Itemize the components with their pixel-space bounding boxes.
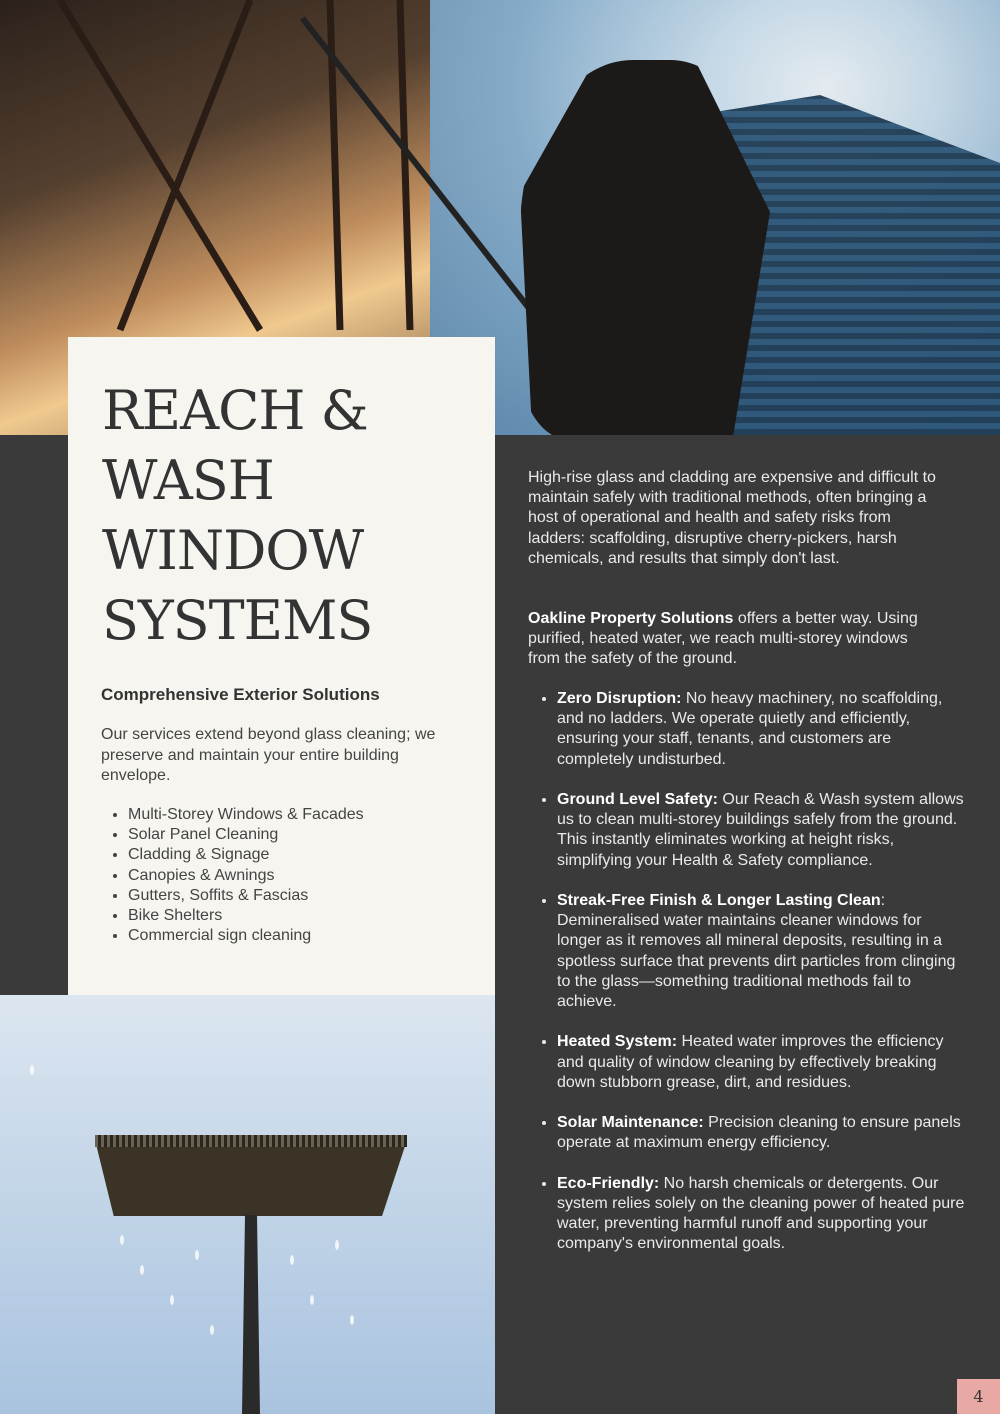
page-title [102, 376, 482, 656]
list-item [557, 1174, 967, 1255]
company-paragraph-text: offers a better way. Using purified, heated water, we reach multi-storey windows from the safety of the ground. [528, 610, 918, 668]
benefit-text: No harsh chemicals or detergents. Our system relies solely on the cleaning power of heated pure water, preventing harmful runoff and supporting your company's environmental goals. [557, 1174, 965, 1253]
page-number: 4 [957, 1379, 1000, 1414]
brush-head [95, 1140, 407, 1216]
water-drop [195, 1250, 199, 1260]
services-list [101, 805, 364, 946]
intro-paragraph: Our services extend beyond glass cleaning; we preserve and maintain your entire building envelope. [101, 726, 436, 784]
water-drop [120, 1235, 124, 1245]
intro-body-paragraph: High-rise glass and cladding are expensive and difficult to maintain safely with traditional methods, often bringing a host of operational and health and safety risks from ladders: scaffolding, disruptive cherry-pickers, harsh chemicals, and results that simply don't last. [528, 469, 936, 567]
list-item [557, 891, 967, 1012]
title-line: WINDOW [102, 519, 364, 582]
benefit-text: Heated water improves the efficiency and quality of window cleaning by effectively breaking down stubborn grease, dirt, and residues. [557, 1033, 944, 1091]
list-item: • Commercial sign cleaning [128, 926, 364, 946]
water-drop [30, 1065, 34, 1075]
water-drop [310, 1295, 314, 1305]
list-item: • Multi-Storey Windows & Facades [128, 805, 364, 825]
benefit-heading: Heated System: [557, 1033, 678, 1051]
benefit-heading: Solar Maintenance: [557, 1114, 704, 1132]
list-item: • Bike Shelters [128, 906, 364, 926]
company-paragraph [528, 609, 938, 670]
list-item: • Solar Panel Cleaning [128, 825, 364, 845]
benefit-heading: Ground Level Safety: [557, 791, 718, 808]
benefit-text: Our Reach & Wash system allows us to clean multi-storey buildings safely from the ground. This instantly eliminates working at height risks, simplifying your Health & Safety compliance. [557, 791, 964, 869]
list-item [557, 790, 967, 871]
title-line: REACH & [102, 379, 368, 442]
brush-photo [0, 995, 495, 1414]
water-drop [210, 1325, 214, 1335]
subheading: Comprehensive Exterior Solutions [101, 685, 380, 704]
water-drop [140, 1265, 144, 1275]
title-line: WASH [102, 449, 274, 512]
water-drop [170, 1295, 174, 1305]
list-item: • Cladding & Signage [128, 845, 364, 865]
water-drop [290, 1255, 294, 1265]
benefit-text: Precision cleaning to ensure panels operate at maximum energy efficiency. [557, 1114, 961, 1152]
benefit-text: No heavy machinery, no scaffolding, and no ladders. We operate quietly and efficiently, ensuring your staff, tenants, and customers are completely undisturbed. [557, 690, 943, 768]
benefit-text: : Demineralised water maintains cleaner windows for longer as it removes all mineral deposits, resulting in a spotless surface that prevents dirt particles from clinging to the glass—something traditional methods fail to achieve. [557, 892, 956, 1011]
benefit-heading: Zero Disruption: [557, 690, 682, 707]
benefit-heading: Streak-Free Finish & Longer Lasting Clean [557, 892, 881, 909]
list-item: • Gutters, Soffits & Fascias [128, 886, 364, 906]
list-item [557, 1032, 967, 1093]
company-name: Oakline Property Solutions [528, 610, 734, 627]
benefits-list [528, 689, 967, 1275]
water-drop [335, 1240, 339, 1250]
brush-pole [236, 1215, 266, 1414]
brush-bristles [95, 1135, 407, 1147]
list-item [557, 1113, 967, 1153]
benefit-heading: Eco-Friendly: [557, 1174, 660, 1192]
title-line: SYSTEMS [102, 589, 373, 652]
water-drop [350, 1315, 354, 1325]
list-item [557, 689, 967, 770]
list-item: • Canopies & Awnings [128, 866, 364, 886]
